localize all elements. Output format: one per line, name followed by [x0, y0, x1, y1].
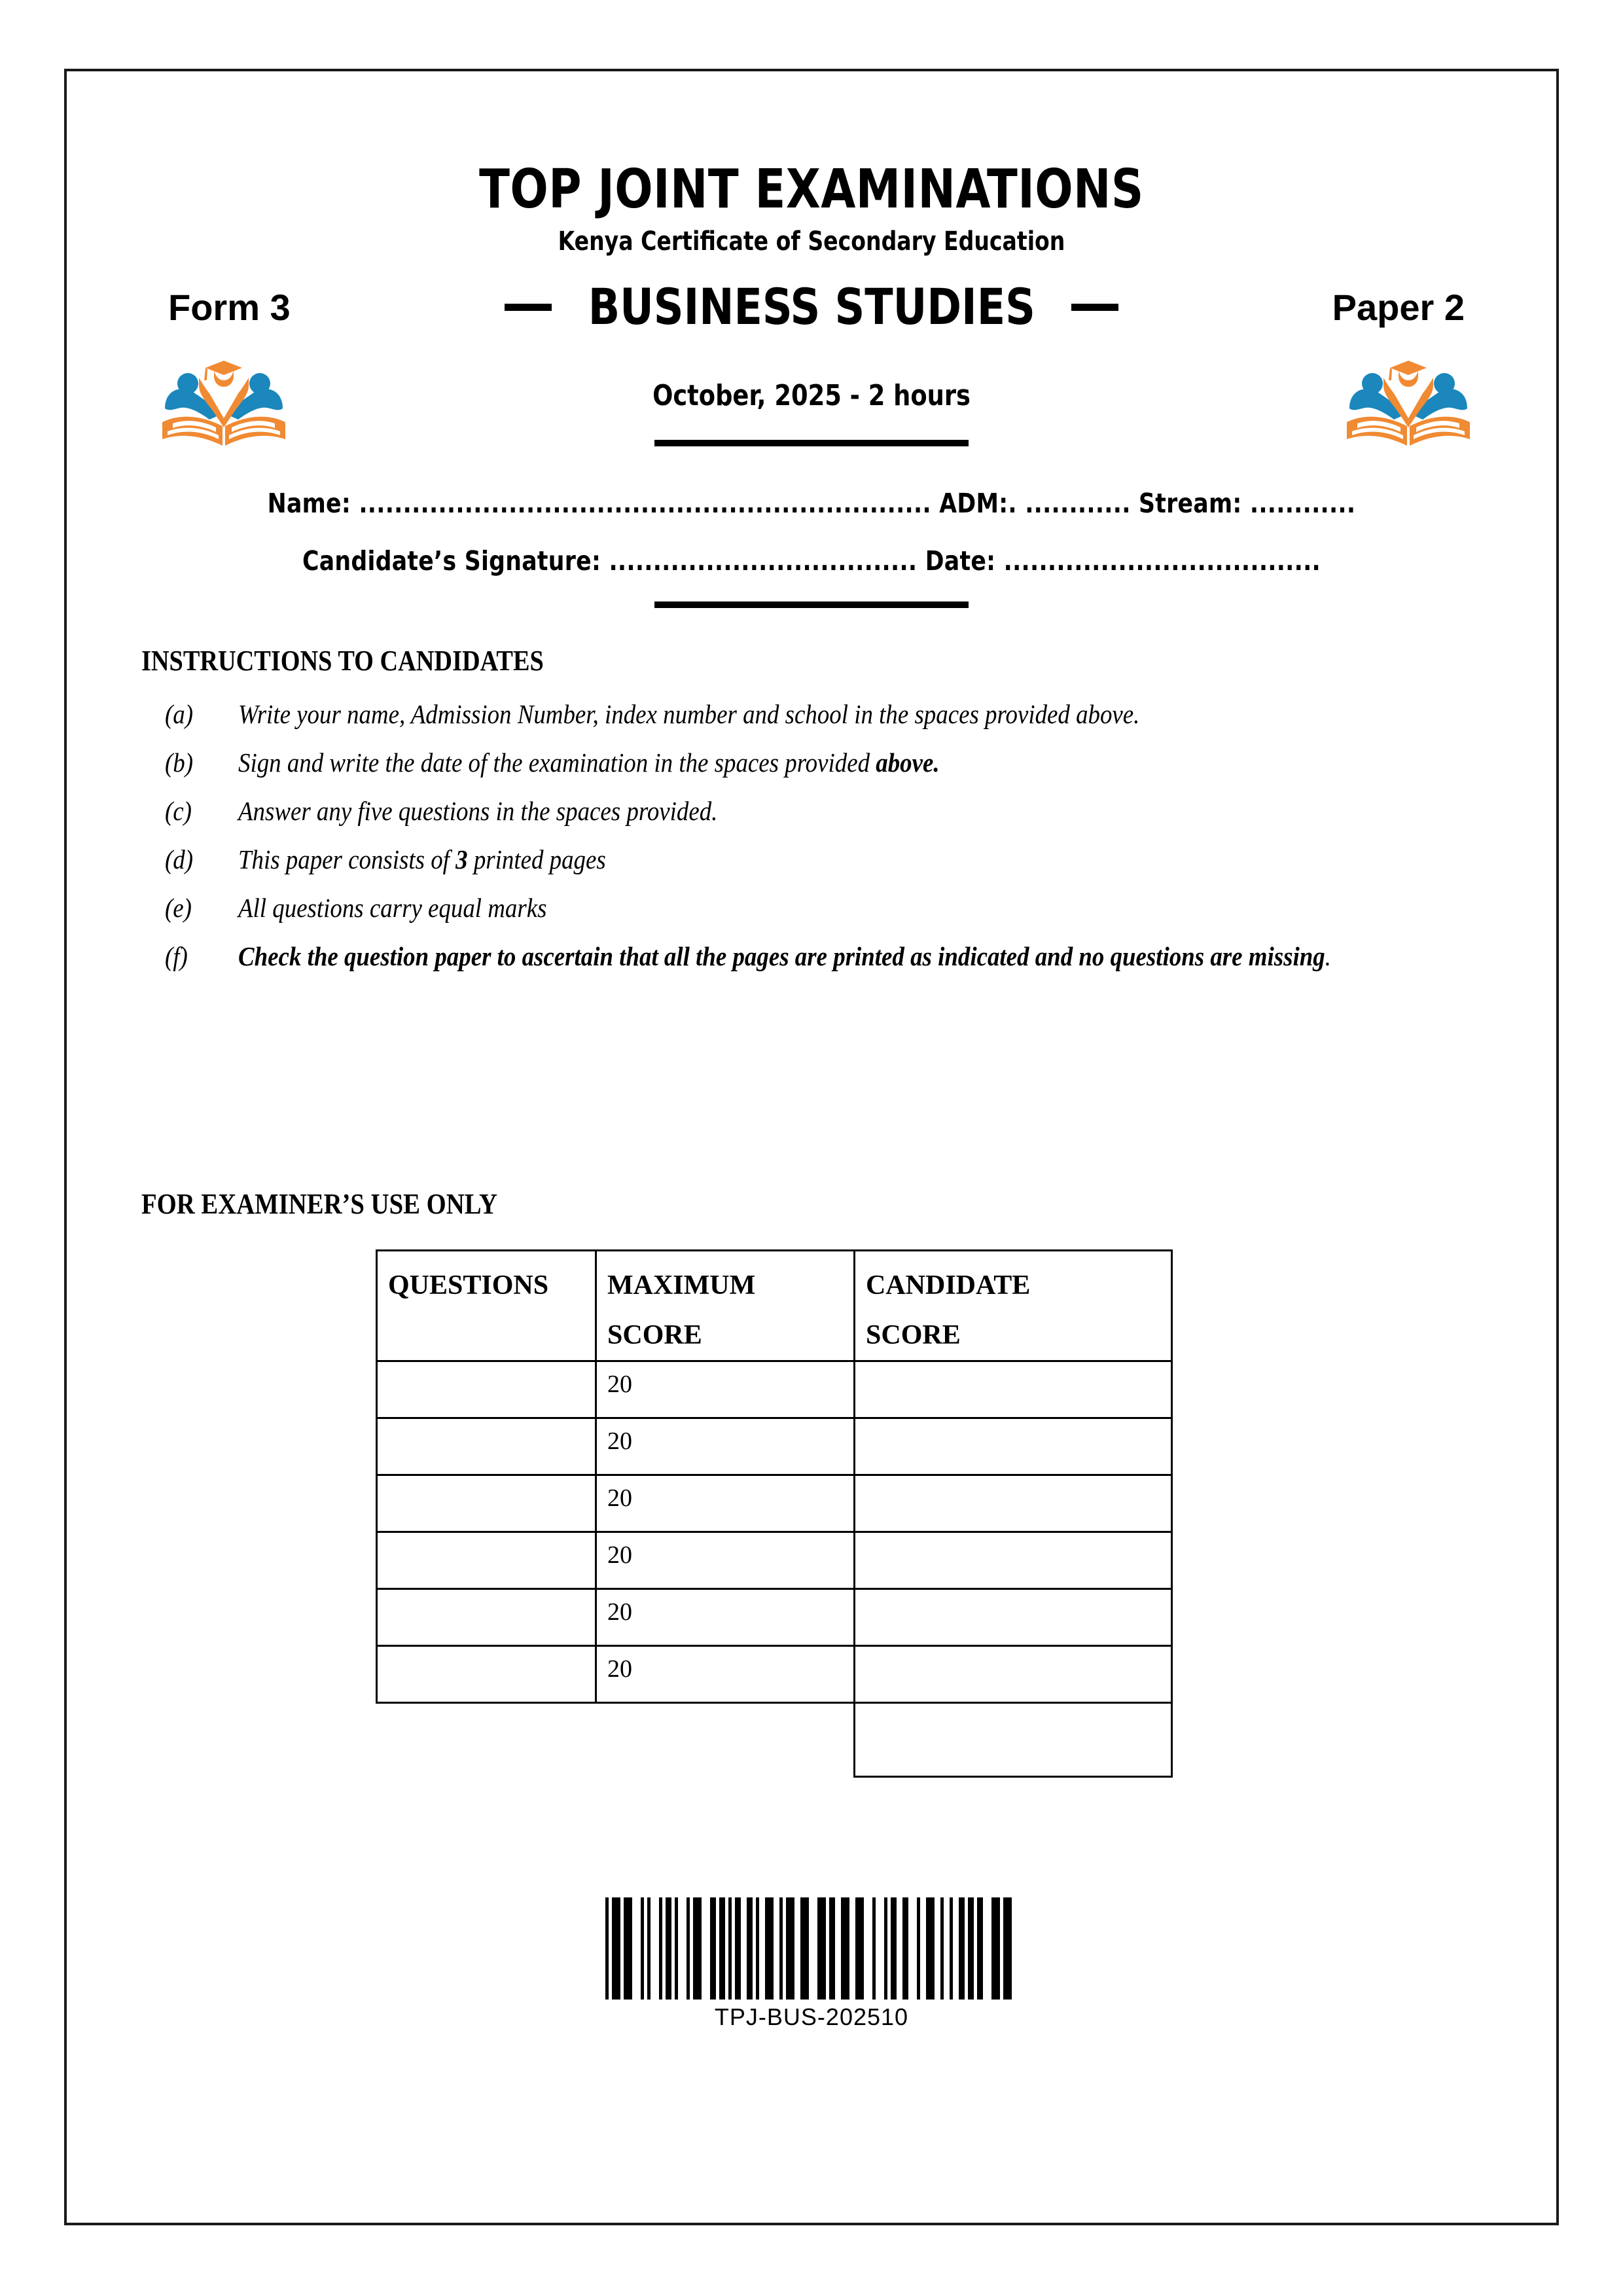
- cell-total-candidate-score[interactable]: [855, 1703, 1172, 1777]
- cell-maximum-score: 20: [596, 1475, 855, 1532]
- table-row: [377, 1589, 1172, 1646]
- exam-subtitle: Kenya Certificate of Secondary Education: [558, 226, 1065, 257]
- cell-question[interactable]: [377, 1532, 596, 1589]
- barcode-block: [67, 1897, 1556, 2031]
- table-header-candidate-score: [855, 1251, 1172, 1361]
- instructions-list: [165, 692, 1467, 982]
- examiner-score-table: [376, 1249, 1173, 1778]
- instruction-text: Write your name, Admission Number, index number and school in the spaces provided above.: [238, 699, 1140, 729]
- instruction-item-c: [165, 789, 1467, 833]
- table-row: [377, 1532, 1172, 1589]
- cell-spacer-left: [377, 1703, 596, 1777]
- form-label: Form 3: [168, 287, 291, 328]
- exam-paper-page: [64, 69, 1559, 2225]
- table-row: [377, 1646, 1172, 1703]
- instruction-item-e: [165, 886, 1467, 930]
- table-header-row: [377, 1251, 1172, 1361]
- separator-rule-bottom: [654, 601, 969, 608]
- instructions-heading: INSTRUCTIONS TO CANDIDATES: [141, 645, 544, 677]
- instruction-text: All questions carry equal marks: [238, 893, 547, 923]
- dash-rule-right-icon: [1071, 304, 1118, 311]
- instruction-text: Answer any five questions in the spaces provided.: [238, 796, 718, 826]
- instruction-text-pre: Sign and write the date of the examination in the spaces provided: [238, 747, 876, 778]
- cell-candidate-score[interactable]: [855, 1646, 1172, 1703]
- cell-maximum-score: 20: [596, 1589, 855, 1646]
- cell-maximum-score: 20: [596, 1532, 855, 1589]
- table-header-questions-line1: QUESTIONS: [388, 1270, 549, 1300]
- exam-title: TOP JOINT EXAMINATIONS: [479, 158, 1144, 221]
- instruction-text: [238, 740, 1344, 785]
- instruction-text-emphasis: 3: [455, 844, 468, 874]
- cell-question[interactable]: [377, 1589, 596, 1646]
- table-header-candidate-line1: CANDIDATE: [866, 1270, 1031, 1300]
- instruction-text-emphasis: Check the question paper to ascertain that all the pages are printed as indicated and no questions are missing: [238, 941, 1325, 971]
- table-row: [377, 1418, 1172, 1475]
- barcode-value-text: TPJ-BUS-202510: [714, 2003, 909, 2030]
- cell-spacer-middle: [596, 1703, 855, 1777]
- instruction-item-b: [165, 740, 1467, 785]
- table-total-row: [377, 1703, 1172, 1777]
- instruction-marker: (b): [165, 747, 194, 778]
- examiner-use-heading: FOR EXAMINER’S USE ONLY: [141, 1188, 497, 1220]
- instruction-text-post: .: [1325, 941, 1331, 971]
- cell-candidate-score[interactable]: [855, 1361, 1172, 1418]
- barcode-bars-graphic: [605, 1897, 1018, 2000]
- candidate-signature-field-line[interactable]: Candidate’s Signature: ................................... Date: ....................................: [302, 545, 1321, 577]
- subject-row: [67, 274, 1556, 346]
- separator-rule-top: [654, 440, 969, 446]
- instruction-item-f: [165, 934, 1467, 978]
- dash-rule-left-icon: [505, 304, 552, 311]
- paper-label: Paper 2: [1332, 287, 1465, 328]
- table-header-maximum-score: [596, 1251, 855, 1361]
- instruction-marker: (e): [165, 893, 192, 923]
- instruction-text: [238, 934, 1344, 978]
- table-header-candidate-line2: SCORE: [866, 1320, 961, 1350]
- cell-maximum-score: 20: [596, 1418, 855, 1475]
- cell-maximum-score: 20: [596, 1361, 855, 1418]
- instruction-text-post: printed pages: [467, 844, 606, 874]
- instruction-text: [238, 837, 1344, 882]
- table-header-maximum-line1: MAXIMUM: [607, 1270, 756, 1300]
- cell-candidate-score[interactable]: [855, 1418, 1172, 1475]
- table-header-questions: [377, 1251, 596, 1361]
- instruction-text-pre: This paper consists of: [238, 844, 456, 874]
- candidate-name-field-line[interactable]: Name: ................................................................. ADM:. ............ Stream: ............: [267, 488, 1356, 519]
- instruction-item-a: [165, 692, 1467, 736]
- table-row: [377, 1361, 1172, 1418]
- cell-candidate-score[interactable]: [855, 1532, 1172, 1589]
- instruction-marker: (f): [165, 941, 188, 971]
- cell-candidate-score[interactable]: [855, 1475, 1172, 1532]
- instruction-item-d: [165, 837, 1467, 882]
- exam-date-duration: October, 2025 - 2 hours: [652, 379, 971, 412]
- cell-candidate-score[interactable]: [855, 1589, 1172, 1646]
- cell-question[interactable]: [377, 1361, 596, 1418]
- cell-question[interactable]: [377, 1646, 596, 1703]
- table-row: [377, 1475, 1172, 1532]
- instruction-marker: (d): [165, 844, 194, 874]
- cell-maximum-score: 20: [596, 1646, 855, 1703]
- subject-name: BUSINESS STUDIES: [588, 278, 1035, 336]
- cell-question[interactable]: [377, 1475, 596, 1532]
- instruction-marker: (c): [165, 796, 192, 826]
- instruction-text-emphasis: above.: [876, 747, 940, 778]
- cell-question[interactable]: [377, 1418, 596, 1475]
- instruction-marker: (a): [165, 699, 194, 729]
- table-header-maximum-line2: SCORE: [607, 1320, 702, 1350]
